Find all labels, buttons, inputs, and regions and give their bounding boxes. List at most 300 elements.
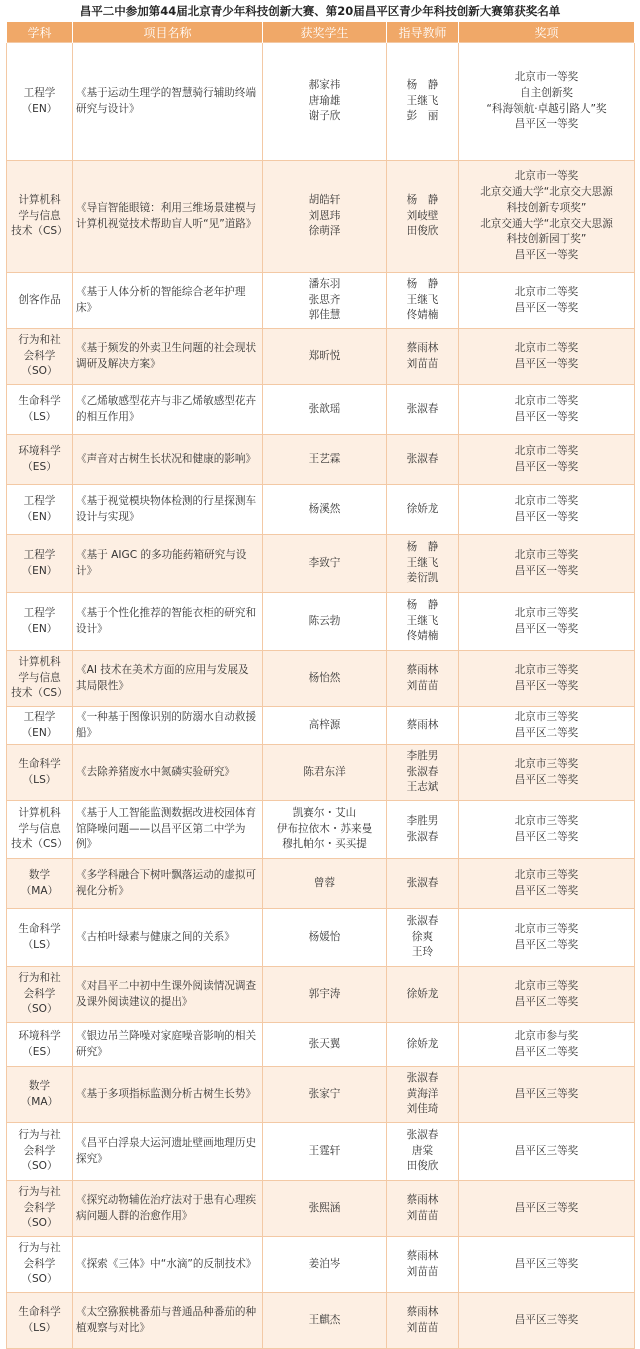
teachers-cell [387,329,459,385]
cell-line: 凯赛尔・艾山 [292,806,357,819]
award-cell [459,909,635,967]
project-name-cell: 《古柏叶绿素与健康之间的关系》 [73,909,263,967]
cell-line: 蔡雨林 [406,1249,439,1262]
teachers-cell [387,1181,459,1237]
cell-line: 昌平区一等奖 [514,460,579,473]
teachers-cell [387,801,459,859]
cell-line: 王志斌 [406,781,439,794]
cell-line: 昌平区一等奖 [514,301,579,314]
cell-line: 王霆轩 [308,1144,341,1157]
cell-line: （SO） [21,1160,58,1173]
cell-line: 王继飞 [406,94,439,107]
project-name-cell: 《基于多项指标监测分析古树生长势》 [73,1067,263,1123]
cell-line: 生命科学 [18,1305,61,1318]
cell-line: 王继飞 [406,556,439,569]
cell-line: 杨媛怡 [308,930,341,943]
cell-line: 生命科学 [18,394,61,407]
cell-line: 北京市三等奖 [514,814,579,827]
cell-line: 张淑春 [406,876,439,889]
cell-line: 学与信息 [18,822,61,835]
header-award: 奖项 [459,22,635,43]
cell-line: 昌平区三等奖 [514,1144,579,1157]
cell-line: 潘东羽 [308,277,341,290]
award-cell [459,651,635,707]
teachers-cell [387,745,459,801]
cell-line: 北京市一等奖 [514,70,579,83]
table-row [7,909,635,967]
award-cell [459,161,635,273]
cell-line: 工程学 [23,86,56,99]
table-row [7,43,635,161]
cell-line: 胡皓轩 [308,193,341,206]
cell-line: 郝家祎 [308,78,341,91]
cell-line: 杨 静 [406,598,439,611]
cell-line: 会科学 [23,1144,56,1157]
cell-line: 昌平区二等奖 [514,830,579,843]
cell-line: 科技创新园丁奖” [506,233,587,246]
project-name-cell: 《声音对古树生长状况和健康的影响》 [73,435,263,485]
cell-line: 佟婧楠 [406,309,439,322]
project-name-cell: 《基于 AIGC 的多功能药箱研究与设计》 [73,535,263,593]
header-project: 项目名称 [73,22,263,43]
project-name-cell: 《导盲智能眼镜：利用三维场景建模与计算机视觉技术帮助盲人听“见”道路》 [73,161,263,273]
cell-line: 杨溪然 [308,502,341,515]
cell-line: 计算机科 [18,193,61,206]
subject-cell [7,801,73,859]
cell-line: 昌平区三等奖 [514,1313,579,1326]
award-cell [459,745,635,801]
cell-line: 昌平区一等奖 [514,510,579,523]
table-row [7,859,635,909]
subject-cell [7,1237,73,1293]
cell-line: 刘苗苗 [406,1265,439,1278]
cell-line: 穆扎帕尔・买买提 [282,838,367,851]
cell-line: 蔡雨林 [406,341,439,354]
students-cell [263,435,387,485]
subject-cell [7,485,73,535]
teachers-cell [387,273,459,329]
students-cell [263,43,387,161]
cell-line: 自主创新奖 [520,86,573,99]
table-row [7,651,635,707]
teachers-cell [387,1237,459,1293]
cell-line: 彭 丽 [406,110,439,123]
award-cell [459,707,635,745]
teachers-cell [387,967,459,1023]
cell-line: 北京市三等奖 [514,710,579,723]
students-cell [263,535,387,593]
cell-line: 佟婧楠 [406,630,439,643]
cell-line: 工程学 [23,606,56,619]
students-cell [263,967,387,1023]
students-cell [263,593,387,651]
cell-line: 李胜男 [406,814,439,827]
cell-line: 北京市一等奖 [514,169,579,182]
subject-cell [7,593,73,651]
cell-line: 田俊欣 [406,225,439,238]
cell-line: 刘苗苗 [406,1321,439,1334]
cell-line: “科海领航·卓越引路人”奖 [486,102,607,115]
project-name-cell: 《基于频发的外卖卫生问题的社会现状调研及解决方案》 [73,329,263,385]
table-row [7,1181,635,1237]
cell-line: 王继飞 [406,614,439,627]
table-row [7,1067,635,1123]
cell-line: 行为与社 [18,1241,61,1254]
teachers-cell [387,1123,459,1181]
cell-line: 昌平区二等奖 [514,726,579,739]
cell-line: 北京市三等奖 [514,663,579,676]
cell-line: 李胜男 [406,749,439,762]
cell-line: 北京市参与奖 [514,1029,579,1042]
cell-line: 数学 [28,868,51,881]
table-row [7,485,635,535]
cell-line: 刘苗苗 [406,1209,439,1222]
cell-line: 蔡雨林 [406,718,439,731]
cell-line: 姜泊岑 [308,1257,341,1270]
students-cell [263,1181,387,1237]
cell-line: 北京市二等奖 [514,285,579,298]
cell-line: 陈君东洋 [303,765,346,778]
cell-line: 张淑春 [406,765,439,778]
cell-line: 北京交通大学“北京交大思源 [480,185,613,198]
cell-line: 行为与社 [18,1128,61,1141]
cell-line: 徐爽 [411,930,434,943]
cell-line: 蔡雨林 [406,663,439,676]
students-cell [263,909,387,967]
subject-cell [7,161,73,273]
subject-cell [7,859,73,909]
subject-cell [7,1067,73,1123]
award-table [6,22,635,1349]
teachers-cell [387,859,459,909]
teachers-cell [387,485,459,535]
cell-line: 王玲 [411,946,434,959]
cell-line: 张淑春 [406,402,439,415]
cell-line: 计算机科 [18,655,61,668]
cell-line: 科技创新专项奖” [506,201,587,214]
cell-line: 北京市二等奖 [514,494,579,507]
cell-line: 行为与社 [18,1185,61,1198]
cell-line: 蔡雨林 [406,1305,439,1318]
cell-line: 生命科学 [18,922,61,935]
project-name-cell: 《对昌平二中初中生课外阅读情况调查及课外阅读建议的提出》 [73,967,263,1023]
cell-line: 郭佳慧 [308,309,341,322]
cell-line: （ES） [22,460,57,473]
cell-line: 北京市二等奖 [514,444,579,457]
award-cell [459,329,635,385]
teachers-cell [387,593,459,651]
cell-line: 张淑春 [406,830,439,843]
table-row [7,967,635,1023]
subject-cell [7,385,73,435]
subject-cell [7,967,73,1023]
cell-line: 高梓源 [308,718,341,731]
subject-cell [7,1023,73,1067]
award-cell [459,485,635,535]
award-cell [459,1067,635,1123]
project-name-cell: 《去除养猪废水中氮磷实验研究》 [73,745,263,801]
project-name-cell: 《昌平白浮泉大运河遗址壁画地理历史探究》 [73,1123,263,1181]
cell-line: 曾蓉 [313,876,336,889]
award-cell [459,1023,635,1067]
award-cell [459,967,635,1023]
cell-line: 昌平区二等奖 [514,938,579,951]
award-cell [459,385,635,435]
subject-cell [7,707,73,745]
cell-line: （EN） [21,102,58,115]
cell-line: （MA） [20,884,59,897]
subject-cell [7,745,73,801]
cell-line: 环境科学 [18,444,61,457]
students-cell [263,485,387,535]
cell-line: 昌平区一等奖 [514,118,579,131]
cell-line: 刘苗苗 [406,679,439,692]
cell-line: 昌平区一等奖 [514,410,579,423]
award-cell [459,1181,635,1237]
header-teachers: 指导教师 [387,22,459,43]
cell-line: 昌平区一等奖 [514,249,579,262]
cell-line: 杨 静 [406,193,439,206]
cell-line: 行为和社 [18,333,61,346]
cell-line: 唐瑜雄 [308,94,341,107]
award-cell [459,273,635,329]
students-cell [263,707,387,745]
project-name-cell: 《太空猕猴桃番茄与普通品种番茄的种植观察与对比》 [73,1293,263,1349]
teachers-cell [387,707,459,745]
cell-line: 学与信息 [18,671,61,684]
cell-line: 刘佳琦 [406,1103,439,1116]
subject-cell [7,43,73,161]
project-name-cell: 《多学科融合下树叶飘落运动的虚拟可视化分析》 [73,859,263,909]
award-cell [459,535,635,593]
cell-line: 徐娇龙 [406,502,439,515]
cell-line: 昌平区一等奖 [514,357,579,370]
cell-line: （MA） [20,1095,59,1108]
table-row [7,1023,635,1067]
award-cell [459,435,635,485]
students-cell [263,745,387,801]
students-cell [263,1237,387,1293]
cell-line: 北京市三等奖 [514,868,579,881]
cell-line: 昌平区二等奖 [514,884,579,897]
table-row [7,329,635,385]
award-cell [459,43,635,161]
cell-line: 北京交通大学“北京交大思源 [480,217,613,230]
cell-line: （EN） [21,510,58,523]
cell-line: 杨 静 [406,78,439,91]
cell-line: 北京市三等奖 [514,606,579,619]
cell-line: （SO） [21,1217,58,1230]
cell-line: 郑昕悦 [308,349,341,362]
award-cell [459,1237,635,1293]
cell-line: 张淑春 [406,1128,439,1141]
cell-line: 张淑春 [406,914,439,927]
cell-line: 昌平区三等奖 [514,1257,579,1270]
cell-line: 北京市二等奖 [514,394,579,407]
cell-line: 张淑春 [406,452,439,465]
cell-line: 工程学 [23,494,56,507]
table-row [7,1293,635,1349]
teachers-cell [387,1293,459,1349]
cell-line: 技术（CS） [11,838,68,851]
project-name-cell: 《基于运动生理学的智慧骑行辅助终端研究与设计》 [73,43,263,161]
cell-line: 技术（CS） [11,225,68,238]
award-cell [459,1123,635,1181]
cell-line: （LS） [22,773,57,786]
cell-line: 昌平区二等奖 [514,1045,579,1058]
cell-line: 张家宁 [308,1087,341,1100]
cell-line: （EN） [21,622,58,635]
teachers-cell [387,1067,459,1123]
teachers-cell [387,909,459,967]
cell-line: 创客作品 [18,293,61,306]
cell-line: 徐娇龙 [406,987,439,1000]
cell-line: 王继飞 [406,293,439,306]
table-row [7,435,635,485]
table-row [7,1123,635,1181]
table-row [7,161,635,273]
cell-line: 郭宇涛 [308,987,341,1000]
cell-line: 唐棠 [411,1144,434,1157]
students-cell [263,1067,387,1123]
cell-line: 学与信息 [18,209,61,222]
subject-cell [7,1293,73,1349]
teachers-cell [387,43,459,161]
project-name-cell: 《银边吊兰降噪对家庭噪音影响的相关研究》 [73,1023,263,1067]
table-row [7,535,635,593]
cell-line: （SO） [21,1273,58,1286]
students-cell [263,801,387,859]
subject-cell [7,535,73,593]
cell-line: 北京市三等奖 [514,922,579,935]
cell-line: 昌平区三等奖 [514,1087,579,1100]
cell-line: 王艺霖 [308,452,341,465]
teachers-cell [387,651,459,707]
cell-line: 昌平区三等奖 [514,1201,579,1214]
award-cell [459,593,635,651]
cell-line: 张天翼 [308,1037,341,1050]
cell-line: （LS） [22,1321,57,1334]
cell-line: 刘岐壁 [406,209,439,222]
students-cell [263,1293,387,1349]
subject-cell [7,651,73,707]
subject-cell [7,273,73,329]
page-title: 昌平二中参加第44届北京青少年科技创新大赛、第20届昌平区青少年科技创新大赛第获奖名单 [79,4,561,18]
students-cell [263,1123,387,1181]
cell-line: 杨 静 [406,540,439,553]
cell-line: 北京市二等奖 [514,341,579,354]
cell-line: （ES） [22,1045,57,1058]
subject-cell [7,329,73,385]
cell-line: 会科学 [23,349,56,362]
header-students: 获奖学生 [263,22,387,43]
cell-line: 张思齐 [308,293,341,306]
cell-line: 工程学 [23,548,56,561]
table-row [7,745,635,801]
project-name-cell: 《基于个性化推荐的智能衣柜的研究和设计》 [73,593,263,651]
cell-line: （SO） [21,1003,58,1016]
cell-line: 会科学 [23,1257,56,1270]
cell-line: 田俊欣 [406,1160,439,1173]
table-row [7,707,635,745]
project-name-cell: 《基于人体分析的智能综合老年护理床》 [73,273,263,329]
table-row [7,385,635,435]
teachers-cell [387,161,459,273]
teachers-cell [387,385,459,435]
cell-line: 张熙涵 [308,1201,341,1214]
cell-line: 环境科学 [18,1029,61,1042]
cell-line: 计算机科 [18,806,61,819]
cell-line: 张歆瑶 [308,402,341,415]
cell-line: 刘恩玮 [308,209,341,222]
project-name-cell: 《一种基于图像识别的防溺水自动救援船》 [73,707,263,745]
cell-line: 技术（CS） [11,687,68,700]
project-name-cell: 《乙烯敏感型花卉与非乙烯敏感型花卉的相互作用》 [73,385,263,435]
cell-line: 杨 静 [406,277,439,290]
award-cell [459,859,635,909]
project-name-cell: 《探索《三体》中“水滴”的反制技术》 [73,1237,263,1293]
cell-line: 昌平区二等奖 [514,995,579,1008]
students-cell [263,859,387,909]
cell-line: 陈云勃 [308,614,341,627]
table-header-row [7,22,635,43]
cell-line: 徐娇龙 [406,1037,439,1050]
cell-line: （EN） [21,726,58,739]
subject-cell [7,1123,73,1181]
table-row [7,1237,635,1293]
teachers-cell [387,535,459,593]
cell-line: （SO） [21,365,58,378]
cell-line: 行为和社 [18,971,61,984]
cell-line: 昌平区一等奖 [514,622,579,635]
cell-line: 北京市三等奖 [514,979,579,992]
cell-line: 王麒杰 [308,1313,341,1326]
award-cell [459,1293,635,1349]
cell-line: 会科学 [23,987,56,1000]
teachers-cell [387,435,459,485]
cell-line: 会科学 [23,1201,56,1214]
table-body [7,43,635,1349]
cell-line: 刘苗苗 [406,357,439,370]
project-name-cell: 《基于人工智能监测数据改进校园体育馆降噪问题——以昌平区第二中学为例》 [73,801,263,859]
students-cell [263,1023,387,1067]
cell-line: 数学 [28,1079,51,1092]
cell-line: 徐萌泽 [308,225,341,238]
cell-line: 工程学 [23,710,56,723]
cell-line: 黄海洋 [406,1087,439,1100]
subject-cell [7,909,73,967]
award-cell [459,801,635,859]
cell-line: 昌平区二等奖 [514,773,579,786]
table-row [7,273,635,329]
header-subject: 学科 [7,22,73,43]
cell-line: （LS） [22,410,57,423]
cell-line: （EN） [21,564,58,577]
cell-line: （LS） [22,938,57,951]
subject-cell [7,435,73,485]
cell-line: 杨怡然 [308,671,341,684]
students-cell [263,651,387,707]
cell-line: 生命科学 [18,757,61,770]
cell-line: 姜衍凯 [406,572,439,585]
table-row [7,801,635,859]
students-cell [263,385,387,435]
cell-line: 李致宁 [308,556,341,569]
table-row [7,593,635,651]
students-cell [263,273,387,329]
cell-line: 昌平区一等奖 [514,679,579,692]
project-name-cell: 《AI 技术在美术方面的应用与发展及其局限性》 [73,651,263,707]
